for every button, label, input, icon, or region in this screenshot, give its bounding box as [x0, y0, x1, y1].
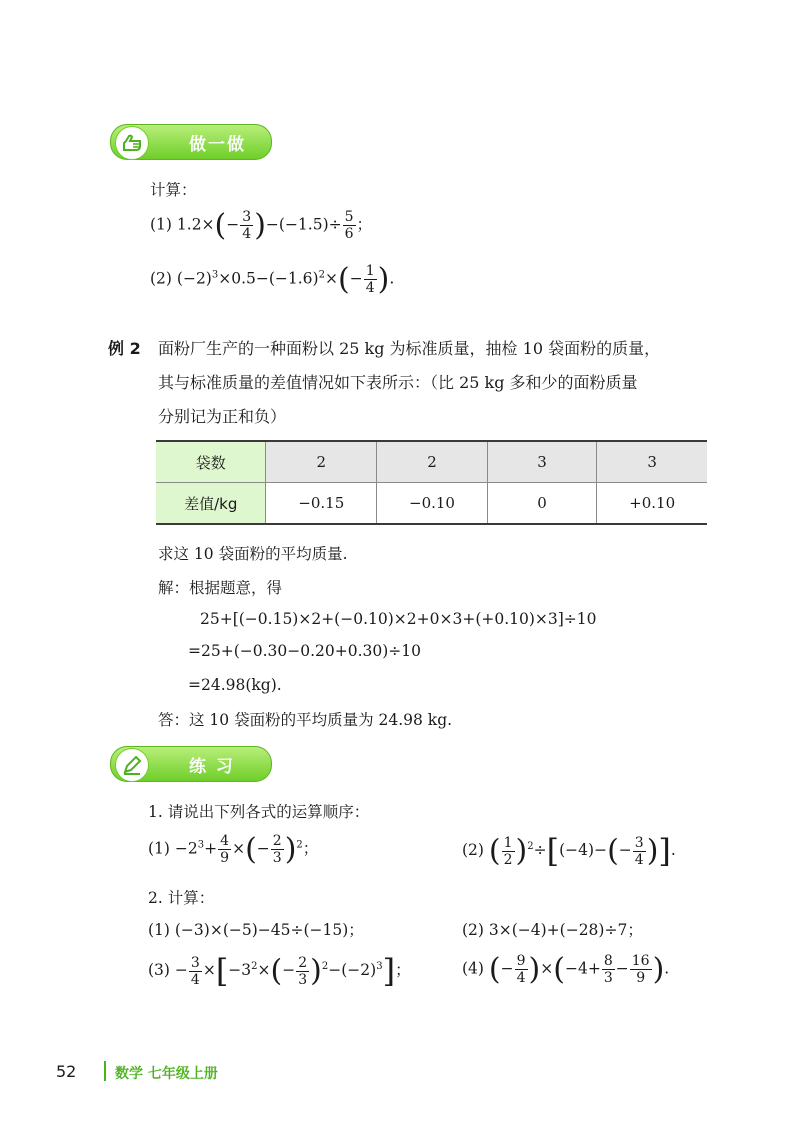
solution-question: 求这 10 袋面粉的平均质量.: [158, 545, 348, 563]
fraction: $\frac{1}{4}$: [365, 263, 375, 296]
example-label: 例 2: [108, 339, 141, 358]
practice-2-title: 2. 计算：: [148, 889, 215, 907]
section-badge-practice: [110, 746, 272, 782]
fraction: $\frac{16}{9}$: [631, 953, 650, 986]
fraction: $\frac{3}{4}$: [190, 954, 200, 988]
section-title: 做一做: [189, 135, 246, 155]
fraction: $\frac{8}{3}$: [603, 953, 613, 986]
page-number: 52: [56, 1062, 77, 1081]
table-cell: −0.10: [377, 483, 488, 525]
fraction: $\frac{5}{6}$: [344, 209, 354, 242]
item-label: (2): [150, 269, 172, 288]
solution-answer: 答：这 10 袋面粉的平均质量为 24.98 kg.: [158, 711, 453, 729]
footer-divider: [104, 1061, 106, 1081]
fraction: $\frac{2}{3}$: [298, 954, 308, 988]
example-text-line3: 分别记为正和负）: [158, 407, 287, 426]
exercise-2: (2) $(-2)^3\times 0.5-(-1.6)^2\times(-$ $\frac{1}{4}$ ).: [150, 262, 395, 297]
data-table: [156, 440, 707, 525]
example-text-line1: 面粉厂生产的一种面粉以 25 kg 为标准质量，抽检 10 袋面粉的质量，: [158, 339, 661, 358]
section-badge-try: [110, 124, 272, 160]
hand-icon: [115, 126, 149, 160]
practice-1-title: 1. 请说出下列各式的运算顺序：: [148, 803, 370, 821]
table-cell: 2: [377, 441, 488, 483]
table-cell: 0: [487, 483, 596, 525]
solution-intro: 解：根据题意，得: [158, 579, 283, 597]
pencil-icon: [115, 748, 149, 782]
fraction: $\frac{9}{4}$: [516, 953, 526, 986]
exercise-1: (1) 1.2×(− $\frac{3}{4}$ )−(−1.5)÷ $\frac{5}{6}$ ；: [150, 208, 373, 243]
fraction: $\frac{2}{3}$: [272, 833, 282, 866]
example-text-line2: 其与标准质量的差值情况如下表所示：（比 25 kg 多和少的面粉质量: [158, 373, 638, 392]
table-cell: −0.15: [266, 483, 377, 525]
practice-2d: (4) (− $\frac{9}{4}$ )×(−4+ $\frac{8}{3}$ − $\frac{16}{9}$ ).: [462, 952, 670, 987]
calc-intro: 计算：: [150, 181, 197, 199]
practice-2b: (2) 3×(−4)+(−28)÷7；: [462, 921, 643, 939]
fraction: $\frac{4}{9}$: [220, 833, 230, 866]
fraction: $\frac{3}{4}$: [634, 834, 644, 868]
solution-step3: =24.98(kg).: [188, 676, 282, 694]
book-title: 数学 七年级上册: [115, 1066, 218, 1082]
item-label: (1): [150, 215, 172, 234]
section-title: 练 习: [189, 757, 235, 777]
table-cell: 3: [487, 441, 596, 483]
practice-1a: $(1) -2^3+$ $\frac{4}{9}$ ×(− $\frac{2}{3}$ )$^2$；: [148, 832, 319, 867]
table-cell: +0.10: [597, 483, 707, 525]
practice-2c: (3) − $\frac{3}{4}$ $\times[-3^2\times(-$ $\frac{2}{3}$ )$^2-(-2)^3$]；: [148, 952, 411, 990]
table-row: [156, 441, 707, 483]
table-cell: 3: [597, 441, 707, 483]
solution-step2: =25+(−0.30−0.20+0.30)÷10: [188, 642, 421, 660]
table-cell: 差值/kg: [156, 483, 266, 525]
table-row: [156, 483, 707, 525]
table-cell: 袋数: [156, 441, 266, 483]
table-cell: 2: [266, 441, 377, 483]
practice-2a: (1) (−3)×(−5)−45÷(−15)；: [148, 921, 364, 939]
practice-1b: (2) ( $\frac{1}{2}$ )$^2$÷[(−4)−(− $\frac{3}{4}$ )].: [462, 832, 676, 870]
fraction: $\frac{3}{4}$: [242, 209, 252, 242]
solution-step1: 25+[(−0.15)×2+(−0.10)×2+0×3+(+0.10)×3]÷10: [200, 610, 597, 628]
fraction: $\frac{1}{2}$: [503, 834, 513, 868]
